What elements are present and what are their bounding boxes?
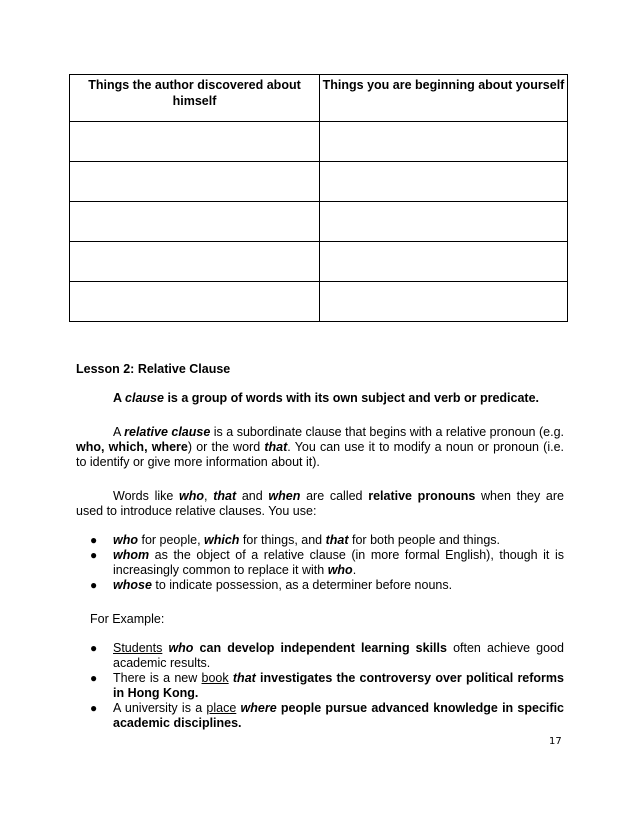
pronoun-word: whose xyxy=(113,578,152,592)
list-text: There is a new xyxy=(113,671,202,685)
lesson-content xyxy=(76,362,564,731)
table-cell[interactable] xyxy=(70,162,320,202)
pronoun-word: that xyxy=(232,671,256,685)
paragraph-text: are called xyxy=(300,489,369,503)
bullet-icon: ● xyxy=(90,533,98,547)
page-number: 17 xyxy=(549,736,562,747)
paragraph-text: Words like xyxy=(113,489,180,503)
pronoun-uses-list xyxy=(76,533,564,593)
definition-text: A xyxy=(113,391,126,405)
list-item xyxy=(90,641,564,671)
table-row xyxy=(70,122,568,162)
pronoun-word: who xyxy=(113,533,138,547)
list-text: as the object of a relative clause (in more formal English), though it is increasingly common to replace it with xyxy=(113,548,564,577)
header-author-discoveries: Things the author discovered about himself xyxy=(70,75,320,122)
list-text: often achieve good academic results. xyxy=(113,641,564,670)
paragraph-text: ) or the word xyxy=(187,440,265,454)
that-term: that xyxy=(264,440,288,454)
relative-pronouns-paragraph xyxy=(76,489,564,519)
bullet-icon: ● xyxy=(90,701,98,715)
reflection-table-container xyxy=(69,74,568,322)
pronoun-word: whom xyxy=(113,548,150,562)
when-term: when xyxy=(268,489,301,503)
relative-clause-paragraph xyxy=(76,425,564,470)
list-text: for people, xyxy=(138,533,205,547)
relative-clause-text: investigates the controversy over political reforms in Hong Kong. xyxy=(113,671,564,700)
table-cell[interactable] xyxy=(320,242,568,282)
pronoun-word: where xyxy=(240,701,277,715)
table-cell[interactable] xyxy=(320,162,568,202)
relative-clause-text: people pursue advanced knowledge in specific academic disciplines. xyxy=(113,701,564,730)
who-term: who xyxy=(179,489,205,503)
antecedent-noun: book xyxy=(201,671,229,685)
list-item xyxy=(90,533,564,548)
list-text: for things, and xyxy=(239,533,326,547)
relative-clause-term: relative clause xyxy=(124,425,211,439)
list-item xyxy=(90,578,564,593)
header-your-discoveries: Things you are beginning about yourself xyxy=(320,75,568,122)
list-text: for both people and things. xyxy=(348,533,501,547)
pronoun-word: who xyxy=(168,641,194,655)
paragraph-text: , xyxy=(204,489,214,503)
clause-definition xyxy=(76,391,564,406)
bullet-icon: ● xyxy=(90,578,98,592)
table-row xyxy=(70,242,568,282)
pronoun-examples: who, which, where xyxy=(76,440,188,454)
examples-list xyxy=(76,641,564,731)
pronoun-word: which xyxy=(204,533,240,547)
table-cell[interactable] xyxy=(70,282,320,322)
antecedent-noun: Students xyxy=(113,641,163,655)
table-row xyxy=(70,202,568,242)
relative-clause-text: can develop independent learning skills xyxy=(193,641,447,655)
list-text: A university is a xyxy=(113,701,207,715)
lesson-title: Lesson 2: Relative Clause xyxy=(76,362,231,376)
antecedent-noun: place xyxy=(206,701,237,715)
table-cell[interactable] xyxy=(70,202,320,242)
list-text: to indicate possession, as a determiner before nouns. xyxy=(151,578,453,592)
paragraph-text: and xyxy=(236,489,269,503)
bullet-icon: ● xyxy=(90,641,98,655)
bullet-icon: ● xyxy=(90,548,98,562)
pronoun-word: that xyxy=(325,533,349,547)
table-header-row xyxy=(70,75,568,122)
list-item xyxy=(90,548,564,578)
paragraph-text: when they are used to introduce relative clauses. You use: xyxy=(76,489,564,518)
relative-pronouns-term: relative pronouns xyxy=(368,489,476,503)
table-cell[interactable] xyxy=(320,282,568,322)
table-row xyxy=(70,282,568,322)
table-cell[interactable] xyxy=(320,122,568,162)
list-item xyxy=(90,671,564,701)
list-text: . xyxy=(352,563,357,577)
table-row xyxy=(70,162,568,202)
paragraph-text: is a subordinate clause that begins with a relative pronoun (e.g. xyxy=(210,425,564,439)
clause-term: clause xyxy=(125,391,164,405)
table-cell[interactable] xyxy=(70,122,320,162)
table-cell[interactable] xyxy=(70,242,320,282)
paragraph-text: A xyxy=(113,425,125,439)
pronoun-word: who xyxy=(327,563,353,577)
for-example-label: For Example: xyxy=(90,612,165,626)
reflection-table xyxy=(69,74,568,322)
definition-text: is a group of words with its own subject and verb or predicate. xyxy=(163,391,540,405)
paragraph-text: . You can use it to modify a noun or pronoun (i.e. to identify or give more information about it). xyxy=(76,440,564,469)
bullet-icon: ● xyxy=(90,671,98,685)
table-cell[interactable] xyxy=(320,202,568,242)
that-term: that xyxy=(213,489,237,503)
list-item xyxy=(90,701,564,731)
